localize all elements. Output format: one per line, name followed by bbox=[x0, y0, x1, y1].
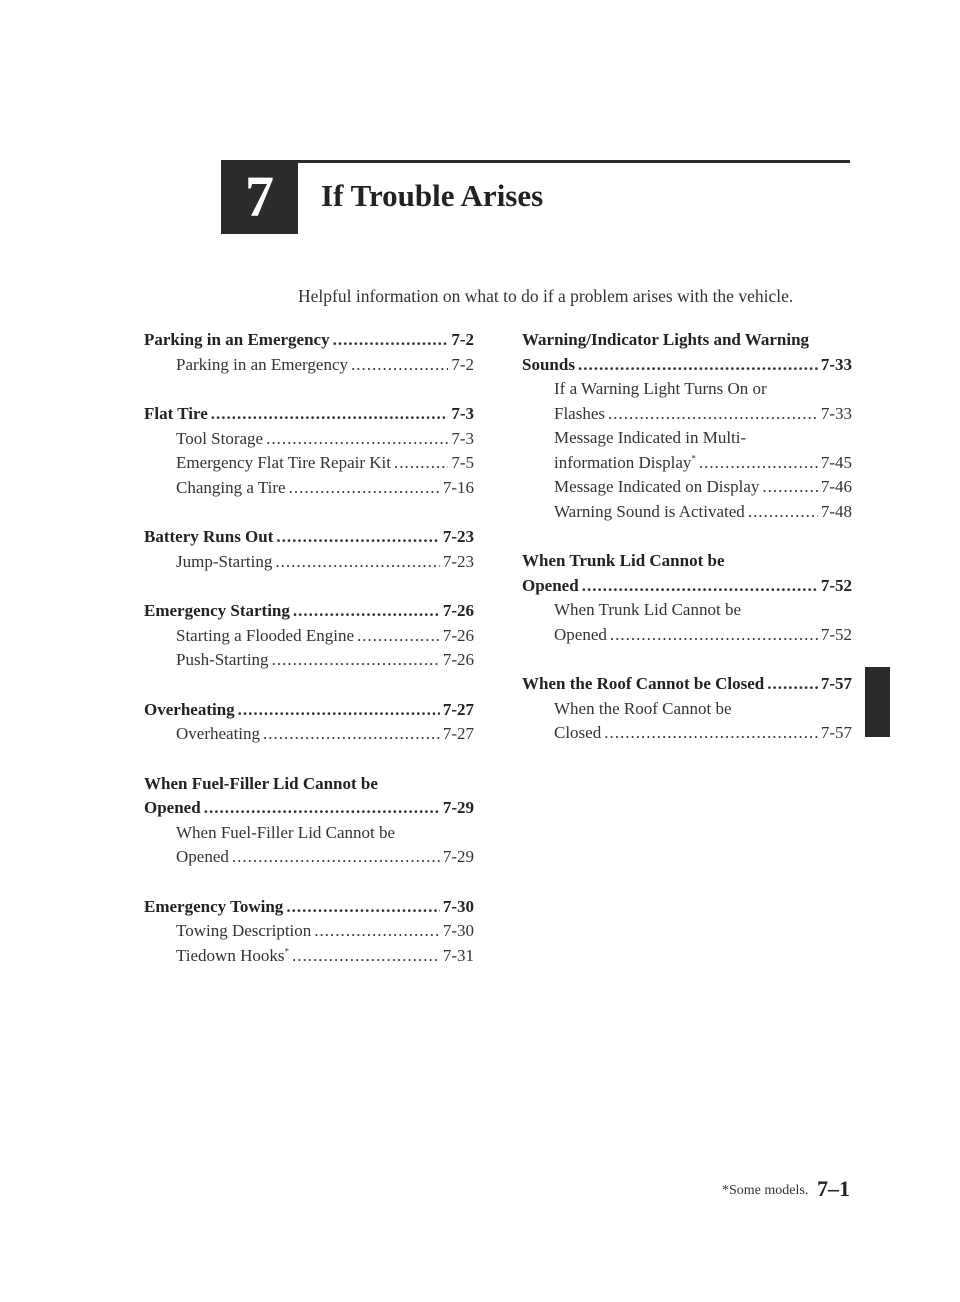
toc-entry-title: When the Roof Cannot be Closed bbox=[522, 674, 765, 693]
toc-entry-title: Changing a Tire bbox=[176, 477, 286, 497]
toc-page-number: 7-3 bbox=[451, 428, 474, 448]
dot-leader bbox=[293, 601, 440, 621]
section-gap bbox=[144, 749, 474, 774]
toc-entry-title: Overheating bbox=[144, 699, 235, 719]
toc-page-number: 7-46 bbox=[820, 477, 852, 496]
toc-page-number: 7-3 bbox=[451, 404, 474, 423]
toc-entry-link[interactable] bbox=[144, 946, 474, 971]
toc-entry-title-line1: When the Roof Cannot be bbox=[554, 698, 732, 718]
toc-entry-link[interactable] bbox=[144, 724, 474, 749]
toc-page-number: 7-52 bbox=[820, 575, 852, 595]
toc-entry-title: Flat Tire bbox=[144, 404, 208, 423]
toc-page-number: 7-57 bbox=[820, 674, 852, 693]
toc-page-number: 7-2 bbox=[451, 330, 474, 349]
chapter-number: 7 bbox=[245, 164, 274, 229]
toc-entry-title: Opened bbox=[144, 798, 201, 817]
toc-entry-title: Towing Description bbox=[176, 921, 312, 940]
toc-page-number: 7-2 bbox=[451, 354, 474, 374]
toc-entry-link[interactable] bbox=[144, 700, 474, 725]
toc-entry-title: Starting a Flooded Engine bbox=[176, 625, 355, 645]
toc-page-number: 7-30 bbox=[442, 921, 474, 940]
toc-entry-link[interactable] bbox=[144, 897, 474, 922]
footnote-marker: * bbox=[284, 945, 289, 956]
toc-page-number: 7-23 bbox=[442, 527, 474, 546]
toc-entry-title: Opened bbox=[176, 847, 229, 866]
toc-entry-title: Parking in an Emergency bbox=[144, 330, 330, 349]
section-gap bbox=[144, 872, 474, 897]
toc-entry-line bbox=[144, 823, 474, 848]
dot-leader bbox=[578, 355, 818, 375]
toc-section bbox=[144, 897, 474, 971]
toc-entry-title: Closed bbox=[554, 723, 602, 742]
toc-entry-link[interactable] bbox=[522, 723, 852, 748]
toc-entry-title: Parking in an Emergency bbox=[176, 354, 349, 374]
toc-entry-link[interactable] bbox=[522, 625, 852, 650]
toc-entry-link[interactable] bbox=[144, 650, 474, 675]
toc-section bbox=[522, 330, 852, 526]
toc-page-number: 7-33 bbox=[820, 354, 852, 374]
toc-entry-link[interactable] bbox=[144, 601, 474, 626]
dot-leader bbox=[357, 626, 440, 646]
toc-entry-link[interactable] bbox=[144, 552, 474, 577]
toc-entry-title: Overheating bbox=[176, 724, 261, 743]
chapter-side-tab bbox=[865, 667, 890, 737]
toc-entry-line bbox=[522, 379, 852, 404]
dot-leader bbox=[211, 404, 449, 424]
dot-leader bbox=[238, 700, 440, 720]
toc-entry-link[interactable] bbox=[144, 798, 474, 823]
dot-leader bbox=[610, 625, 818, 645]
toc-entry-line bbox=[144, 774, 474, 799]
toc-page-number: 7-29 bbox=[442, 798, 474, 817]
toc-entry-title-line1: When Fuel-Filler Lid Cannot be bbox=[144, 773, 378, 793]
dot-leader bbox=[699, 453, 818, 473]
toc-entry-title: Battery Runs Out bbox=[144, 527, 274, 546]
dot-leader bbox=[748, 502, 818, 522]
toc-entry-title-line1: Message Indicated in Multi- bbox=[554, 428, 747, 447]
toc-section bbox=[144, 527, 474, 576]
toc-section bbox=[522, 674, 852, 748]
toc-entry-title: Flashes bbox=[554, 403, 605, 423]
toc-entry-link[interactable] bbox=[144, 429, 474, 454]
footnote-marker: * bbox=[691, 452, 696, 463]
toc-entry-title: Opened bbox=[522, 575, 579, 595]
toc-entry-title: Opened bbox=[554, 624, 607, 644]
toc-entry-link[interactable] bbox=[522, 674, 852, 699]
dot-leader bbox=[394, 453, 448, 473]
dot-leader bbox=[263, 724, 440, 744]
toc-section bbox=[144, 601, 474, 675]
toc-entry-link[interactable] bbox=[144, 478, 474, 503]
toc-entry-title: Tiedown Hooks* bbox=[176, 945, 289, 965]
toc-section bbox=[144, 330, 474, 379]
footnote: *Some models. bbox=[722, 1183, 809, 1198]
chapter-intro: Helpful information on what to do if a problem arises with the vehicle. bbox=[298, 286, 794, 306]
toc-entry-link[interactable] bbox=[144, 404, 474, 429]
dot-leader bbox=[286, 897, 440, 917]
section-gap bbox=[144, 576, 474, 601]
chapter-title: If Trouble Arises bbox=[321, 178, 544, 213]
dot-leader bbox=[276, 527, 439, 547]
toc-entry-line bbox=[522, 428, 852, 453]
dot-leader bbox=[604, 723, 818, 743]
toc-section bbox=[144, 404, 474, 502]
toc-entry-link[interactable] bbox=[522, 453, 852, 478]
dot-leader bbox=[582, 576, 818, 596]
toc-page-number: 7-26 bbox=[442, 650, 474, 669]
toc-entry-line bbox=[522, 699, 852, 724]
dot-leader bbox=[767, 674, 818, 694]
toc-entry-link[interactable] bbox=[144, 355, 474, 380]
toc-page-number: 7-33 bbox=[820, 403, 852, 423]
toc-entry-title: Jump-Starting bbox=[176, 551, 273, 571]
toc-entry-title: Push-Starting bbox=[176, 650, 269, 669]
toc-entry-title-line1: When Trunk Lid Cannot be bbox=[522, 551, 725, 570]
toc-entry-title: Emergency Flat Tire Repair Kit bbox=[176, 453, 391, 472]
toc-page-number: 7-52 bbox=[820, 624, 852, 644]
section-gap bbox=[144, 675, 474, 700]
toc-entry-title-line1: When Fuel-Filler Lid Cannot be bbox=[176, 822, 396, 842]
toc-page-number: 7-26 bbox=[442, 601, 474, 620]
toc-entry-line bbox=[522, 600, 852, 625]
toc-entry-title-line1: Warning/Indicator Lights and Warning bbox=[522, 330, 810, 349]
dot-leader bbox=[292, 946, 440, 966]
toc-page-number: 7-23 bbox=[442, 551, 474, 571]
toc-right-column bbox=[522, 330, 852, 748]
toc-entry-link[interactable] bbox=[144, 527, 474, 552]
toc-section bbox=[522, 551, 852, 649]
chapter-header-rule bbox=[221, 160, 850, 163]
toc-page-number: 7-31 bbox=[442, 945, 474, 965]
toc-entry-link[interactable] bbox=[522, 355, 852, 380]
dot-leader bbox=[314, 921, 440, 941]
dot-leader bbox=[275, 552, 439, 572]
toc-entry-title: Emergency Starting bbox=[144, 601, 290, 620]
toc-entry-title: Sounds bbox=[522, 354, 575, 374]
toc-entry-link[interactable] bbox=[522, 404, 852, 429]
section-gap bbox=[144, 379, 474, 404]
toc-entry-line bbox=[522, 551, 852, 576]
toc-section bbox=[144, 700, 474, 749]
dot-leader bbox=[351, 355, 448, 375]
toc-entry-title-line1: If a Warning Light Turns On or bbox=[554, 379, 767, 398]
dot-leader bbox=[204, 798, 440, 818]
dot-leader bbox=[272, 650, 440, 670]
toc-page-number: 7-27 bbox=[442, 724, 474, 743]
toc-entry-link[interactable] bbox=[144, 626, 474, 651]
section-gap bbox=[522, 649, 852, 674]
dot-leader bbox=[333, 330, 449, 350]
toc-page-number: 7-29 bbox=[442, 847, 474, 866]
toc-entry-link[interactable] bbox=[522, 477, 852, 502]
toc-entry-link[interactable] bbox=[144, 453, 474, 478]
toc-page-number: 7-30 bbox=[442, 896, 474, 916]
toc-page-number: 7-57 bbox=[820, 723, 852, 742]
toc-entry-title-line1: When Trunk Lid Cannot be bbox=[554, 600, 741, 619]
section-gap bbox=[522, 526, 852, 551]
page-number: 7–1 bbox=[817, 1176, 850, 1201]
toc-entry-link[interactable] bbox=[144, 921, 474, 946]
toc-entry-link[interactable] bbox=[144, 847, 474, 872]
toc-entry-link[interactable] bbox=[522, 502, 852, 527]
toc-page-number: 7-27 bbox=[442, 699, 474, 719]
toc-left-column bbox=[144, 330, 474, 970]
toc-page-number: 7-16 bbox=[442, 477, 474, 497]
toc-page-number: 7-26 bbox=[442, 625, 474, 645]
toc-entry-link[interactable] bbox=[144, 330, 474, 355]
dot-leader bbox=[232, 847, 440, 867]
dot-leader bbox=[608, 404, 818, 424]
toc-entry-title: Message Indicated on Display bbox=[554, 477, 760, 496]
toc-entry-title: Warning Sound is Activated bbox=[554, 501, 745, 521]
dot-leader bbox=[289, 478, 440, 498]
dot-leader bbox=[762, 477, 817, 497]
toc-page-number: 7-45 bbox=[820, 452, 852, 472]
toc-section bbox=[144, 774, 474, 872]
toc-entry-title: Emergency Towing bbox=[144, 896, 284, 916]
chapter-number-badge bbox=[221, 160, 298, 234]
toc-entry-title: Tool Storage bbox=[176, 428, 264, 448]
dot-leader bbox=[266, 429, 448, 449]
toc-entry-title: information Display* bbox=[554, 452, 696, 472]
toc-page-number: 7-48 bbox=[820, 501, 852, 521]
toc-entry-line bbox=[522, 330, 852, 355]
section-gap bbox=[144, 502, 474, 527]
toc-page-number: 7-5 bbox=[451, 453, 474, 472]
toc-entry-link[interactable] bbox=[522, 576, 852, 601]
